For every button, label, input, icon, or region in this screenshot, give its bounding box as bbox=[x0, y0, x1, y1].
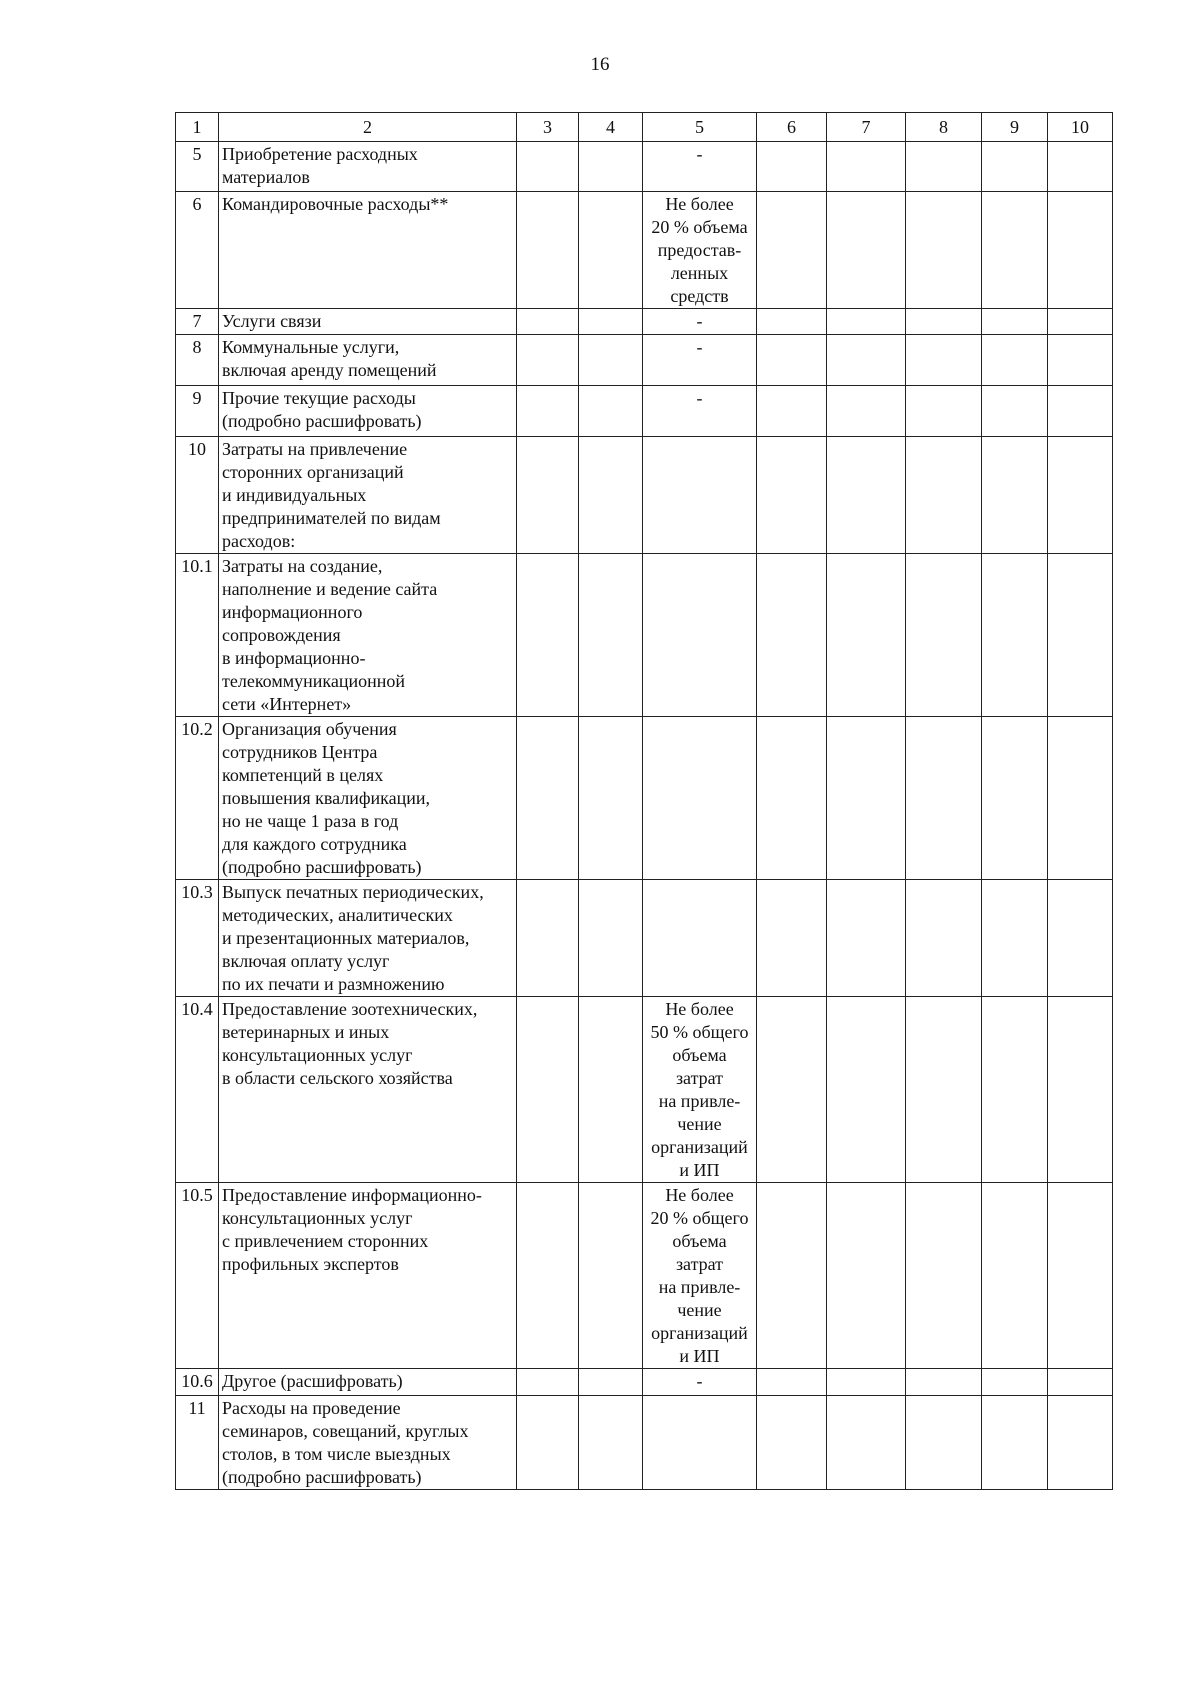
empty-cell bbox=[906, 309, 982, 335]
limit-cell bbox=[643, 1396, 757, 1490]
header-cell: 6 bbox=[757, 113, 827, 142]
expense-name-line: по их печати и размножению bbox=[222, 974, 445, 994]
expense-name-line: (подробно расшифровать) bbox=[222, 857, 422, 877]
expense-name-line: телекоммуникационной bbox=[222, 671, 405, 691]
empty-cell bbox=[517, 1369, 579, 1396]
limit-line: 50 % общего bbox=[650, 1022, 749, 1042]
expense-name-line: столов, в том числе выездных bbox=[222, 1444, 451, 1464]
expense-name-line: Расходы на проведение bbox=[222, 1398, 401, 1418]
expense-name-line: но не чаще 1 раза в год bbox=[222, 811, 399, 831]
empty-cell bbox=[1048, 192, 1113, 309]
limit-cell bbox=[643, 386, 757, 437]
header-cell: 4 bbox=[579, 113, 643, 142]
table-row bbox=[176, 717, 1113, 880]
empty-cell bbox=[1048, 142, 1113, 192]
limit-line: объема bbox=[672, 1231, 727, 1251]
header-cell: 5 bbox=[643, 113, 757, 142]
limit-line: Не более bbox=[665, 194, 734, 214]
empty-cell bbox=[579, 335, 643, 386]
empty-cell bbox=[579, 1183, 643, 1369]
empty-cell bbox=[579, 386, 643, 437]
empty-cell bbox=[1048, 1369, 1113, 1396]
expense-name-line: включая аренду помещений bbox=[222, 360, 437, 380]
expense-name-line: Предоставление информационно- bbox=[222, 1185, 482, 1205]
row-number-cell: 11 bbox=[176, 1396, 219, 1490]
expense-name-line: Выпуск печатных периодических, bbox=[222, 882, 484, 902]
limit-cell bbox=[643, 1369, 757, 1396]
expense-name-cell bbox=[219, 386, 517, 437]
empty-cell bbox=[1048, 880, 1113, 997]
empty-cell bbox=[982, 1369, 1048, 1396]
empty-cell bbox=[982, 437, 1048, 554]
empty-cell bbox=[579, 1396, 643, 1490]
header-cell: 9 bbox=[982, 113, 1048, 142]
limit-cell bbox=[643, 309, 757, 335]
empty-cell bbox=[579, 309, 643, 335]
limit-line: организаций bbox=[651, 1323, 748, 1343]
empty-cell bbox=[827, 1183, 906, 1369]
limit-line: чение bbox=[677, 1114, 722, 1134]
empty-cell bbox=[827, 880, 906, 997]
empty-cell bbox=[982, 1183, 1048, 1369]
limit-line: - bbox=[696, 337, 703, 357]
table-row bbox=[176, 997, 1113, 1183]
empty-cell bbox=[517, 335, 579, 386]
empty-cell bbox=[982, 192, 1048, 309]
table-row bbox=[176, 192, 1113, 309]
expense-name-line: сети «Интернет» bbox=[222, 694, 352, 714]
expense-name-line: с привлечением сторонних bbox=[222, 1231, 429, 1251]
limit-line: организаций bbox=[651, 1137, 748, 1157]
empty-cell bbox=[827, 335, 906, 386]
expense-name-cell bbox=[219, 192, 517, 309]
empty-cell bbox=[906, 880, 982, 997]
limit-line: на привле- bbox=[658, 1277, 741, 1297]
row-number-cell: 8 bbox=[176, 335, 219, 386]
empty-cell bbox=[757, 880, 827, 997]
empty-cell bbox=[982, 554, 1048, 717]
empty-cell bbox=[1048, 1183, 1113, 1369]
empty-cell bbox=[517, 717, 579, 880]
expense-name-line: консультационных услуг bbox=[222, 1208, 413, 1228]
empty-cell bbox=[982, 717, 1048, 880]
limit-line: - bbox=[696, 1371, 703, 1391]
expense-name-line: Услуги связи bbox=[222, 311, 322, 331]
empty-cell bbox=[827, 309, 906, 335]
table-row bbox=[176, 335, 1113, 386]
empty-cell bbox=[757, 335, 827, 386]
table-row bbox=[176, 386, 1113, 437]
limit-line: затрат bbox=[675, 1254, 724, 1274]
limit-cell bbox=[643, 554, 757, 717]
empty-cell bbox=[982, 997, 1048, 1183]
empty-cell bbox=[579, 997, 643, 1183]
row-number-cell: 10.5 bbox=[176, 1183, 219, 1369]
limit-line: и ИП bbox=[679, 1160, 720, 1180]
limit-line: Не более bbox=[665, 1185, 734, 1205]
empty-cell bbox=[906, 1183, 982, 1369]
expense-name-line: в информационно- bbox=[222, 648, 366, 668]
expense-name-cell bbox=[219, 437, 517, 554]
empty-cell bbox=[827, 1396, 906, 1490]
limit-line: - bbox=[696, 388, 703, 408]
empty-cell bbox=[906, 386, 982, 437]
limit-line: предостав- bbox=[657, 240, 742, 260]
header-cell: 2 bbox=[219, 113, 517, 142]
empty-cell bbox=[827, 997, 906, 1183]
expense-name-line: наполнение и ведение сайта bbox=[222, 579, 438, 599]
expense-name-line: сторонних организаций bbox=[222, 462, 404, 482]
empty-cell bbox=[827, 554, 906, 717]
empty-cell bbox=[982, 309, 1048, 335]
expense-name-line: профильных экспертов bbox=[222, 1254, 399, 1274]
expense-name-line: (подробно расшифровать) bbox=[222, 1467, 422, 1487]
empty-cell bbox=[757, 1183, 827, 1369]
empty-cell bbox=[827, 142, 906, 192]
empty-cell bbox=[982, 1396, 1048, 1490]
empty-cell bbox=[517, 192, 579, 309]
empty-cell bbox=[757, 997, 827, 1183]
expense-name-line: сопровождения bbox=[222, 625, 341, 645]
row-number-cell: 10.4 bbox=[176, 997, 219, 1183]
expense-name-line: Приобретение расходных bbox=[222, 144, 418, 164]
header-cell: 8 bbox=[906, 113, 982, 142]
expense-name-cell bbox=[219, 1183, 517, 1369]
header-cell: 10 bbox=[1048, 113, 1113, 142]
expense-name-line: семинаров, совещаний, круглых bbox=[222, 1421, 469, 1441]
expense-name-line: повышения квалификации, bbox=[222, 788, 431, 808]
empty-cell bbox=[517, 142, 579, 192]
row-number-cell: 10.6 bbox=[176, 1369, 219, 1396]
empty-cell bbox=[1048, 309, 1113, 335]
row-number-cell: 9 bbox=[176, 386, 219, 437]
empty-cell bbox=[1048, 997, 1113, 1183]
limit-cell bbox=[643, 335, 757, 386]
empty-cell bbox=[982, 880, 1048, 997]
empty-cell bbox=[757, 386, 827, 437]
expense-name-line: расходов: bbox=[222, 531, 296, 551]
empty-cell bbox=[982, 386, 1048, 437]
expense-name-cell bbox=[219, 142, 517, 192]
empty-cell bbox=[906, 717, 982, 880]
limit-line: 20 % общего bbox=[650, 1208, 749, 1228]
limit-line: - bbox=[696, 144, 703, 164]
expense-name-cell bbox=[219, 309, 517, 335]
expense-name-line: материалов bbox=[222, 167, 310, 187]
expense-name-line: сотрудников Центра bbox=[222, 742, 378, 762]
expense-name-line: для каждого сотрудника bbox=[222, 834, 407, 854]
expense-name-line: Организация обучения bbox=[222, 719, 397, 739]
expense-name-line: и индивидуальных bbox=[222, 485, 367, 505]
empty-cell bbox=[579, 142, 643, 192]
header-cell: 3 bbox=[517, 113, 579, 142]
empty-cell bbox=[906, 997, 982, 1183]
expense-name-cell bbox=[219, 1396, 517, 1490]
empty-cell bbox=[757, 437, 827, 554]
page-number: 16 bbox=[590, 54, 610, 75]
limit-cell bbox=[643, 880, 757, 997]
empty-cell bbox=[517, 1183, 579, 1369]
expense-name-cell bbox=[219, 554, 517, 717]
limit-line: и ИП bbox=[679, 1346, 720, 1366]
empty-cell bbox=[1048, 717, 1113, 880]
empty-cell bbox=[906, 142, 982, 192]
empty-cell bbox=[757, 1369, 827, 1396]
empty-cell bbox=[827, 437, 906, 554]
limit-line: затрат bbox=[675, 1068, 724, 1088]
empty-cell bbox=[906, 554, 982, 717]
empty-cell bbox=[757, 717, 827, 880]
limit-line: объема bbox=[672, 1045, 727, 1065]
table-row bbox=[176, 1396, 1113, 1490]
row-number-cell: 10.3 bbox=[176, 880, 219, 997]
table-row bbox=[176, 309, 1113, 335]
expense-name-line: Другое (расшифровать) bbox=[222, 1371, 403, 1391]
empty-cell bbox=[757, 192, 827, 309]
row-number-cell: 6 bbox=[176, 192, 219, 309]
expense-name-line: включая оплату услуг bbox=[222, 951, 390, 971]
empty-cell bbox=[517, 1396, 579, 1490]
empty-cell bbox=[827, 717, 906, 880]
empty-cell bbox=[579, 880, 643, 997]
empty-cell bbox=[906, 192, 982, 309]
limit-cell bbox=[643, 717, 757, 880]
empty-cell bbox=[757, 554, 827, 717]
empty-cell bbox=[517, 309, 579, 335]
limit-line: ленных bbox=[670, 263, 729, 283]
table-row bbox=[176, 437, 1113, 554]
empty-cell bbox=[982, 335, 1048, 386]
expense-name-cell bbox=[219, 997, 517, 1183]
empty-cell bbox=[517, 437, 579, 554]
header-cell: 1 bbox=[176, 113, 219, 142]
empty-cell bbox=[827, 386, 906, 437]
empty-cell bbox=[517, 880, 579, 997]
empty-cell bbox=[1048, 1396, 1113, 1490]
expense-name-cell bbox=[219, 335, 517, 386]
table-header-row bbox=[176, 113, 1113, 142]
empty-cell bbox=[517, 386, 579, 437]
empty-cell bbox=[517, 997, 579, 1183]
limit-line: - bbox=[696, 311, 703, 331]
empty-cell bbox=[579, 437, 643, 554]
empty-cell bbox=[906, 437, 982, 554]
limit-cell bbox=[643, 192, 757, 309]
expense-name-line: и презентационных материалов, bbox=[222, 928, 470, 948]
limit-line: чение bbox=[677, 1300, 722, 1320]
empty-cell bbox=[579, 554, 643, 717]
empty-cell bbox=[757, 1396, 827, 1490]
empty-cell bbox=[757, 309, 827, 335]
expense-name-line: Прочие текущие расходы bbox=[222, 388, 416, 408]
empty-cell bbox=[1048, 554, 1113, 717]
table-row bbox=[176, 142, 1113, 192]
empty-cell bbox=[827, 1369, 906, 1396]
limit-line: Не более bbox=[665, 999, 734, 1019]
row-number-cell: 7 bbox=[176, 309, 219, 335]
limit-cell bbox=[643, 142, 757, 192]
limit-cell bbox=[643, 997, 757, 1183]
empty-cell bbox=[1048, 335, 1113, 386]
empty-cell bbox=[1048, 386, 1113, 437]
expense-name-cell bbox=[219, 880, 517, 997]
limit-line: средств bbox=[670, 286, 729, 306]
limit-line: на привле- bbox=[658, 1091, 741, 1111]
empty-cell bbox=[906, 1396, 982, 1490]
empty-cell bbox=[757, 142, 827, 192]
expense-name-line: консультационных услуг bbox=[222, 1045, 413, 1065]
limit-cell bbox=[643, 437, 757, 554]
row-number-cell: 10.1 bbox=[176, 554, 219, 717]
budget-table bbox=[175, 112, 1113, 1490]
expense-name-line: Командировочные расходы** bbox=[222, 194, 449, 214]
expense-name-line: Затраты на привлечение bbox=[222, 439, 408, 459]
expense-name-line: предпринимателей по видам bbox=[222, 508, 441, 528]
expense-name-cell bbox=[219, 1369, 517, 1396]
empty-cell bbox=[579, 192, 643, 309]
header-cell: 7 bbox=[827, 113, 906, 142]
row-number-cell: 10 bbox=[176, 437, 219, 554]
row-number-cell: 5 bbox=[176, 142, 219, 192]
expense-name-line: Коммунальные услуги, bbox=[222, 337, 400, 357]
empty-cell bbox=[579, 1369, 643, 1396]
empty-cell bbox=[1048, 437, 1113, 554]
expense-name-line: информационного bbox=[222, 602, 363, 622]
empty-cell bbox=[517, 554, 579, 717]
table-row bbox=[176, 880, 1113, 997]
expense-name-line: компетенций в целях bbox=[222, 765, 384, 785]
table-row bbox=[176, 1183, 1113, 1369]
expense-name-line: методических, аналитических bbox=[222, 905, 453, 925]
expense-name-line: ветеринарных и иных bbox=[222, 1022, 390, 1042]
limit-cell bbox=[643, 1183, 757, 1369]
empty-cell bbox=[982, 142, 1048, 192]
empty-cell bbox=[906, 1369, 982, 1396]
expense-name-cell bbox=[219, 717, 517, 880]
empty-cell bbox=[579, 717, 643, 880]
table-row bbox=[176, 554, 1113, 717]
expense-name-line: Предоставление зоотехнических, bbox=[222, 999, 478, 1019]
expense-name-line: (подробно расшифровать) bbox=[222, 411, 422, 431]
limit-line: 20 % объема bbox=[651, 217, 748, 237]
empty-cell bbox=[906, 335, 982, 386]
expense-name-line: Затраты на создание, bbox=[222, 556, 383, 576]
empty-cell bbox=[827, 192, 906, 309]
row-number-cell: 10.2 bbox=[176, 717, 219, 880]
table-row bbox=[176, 1369, 1113, 1396]
expense-name-line: в области сельского хозяйства bbox=[222, 1068, 453, 1088]
